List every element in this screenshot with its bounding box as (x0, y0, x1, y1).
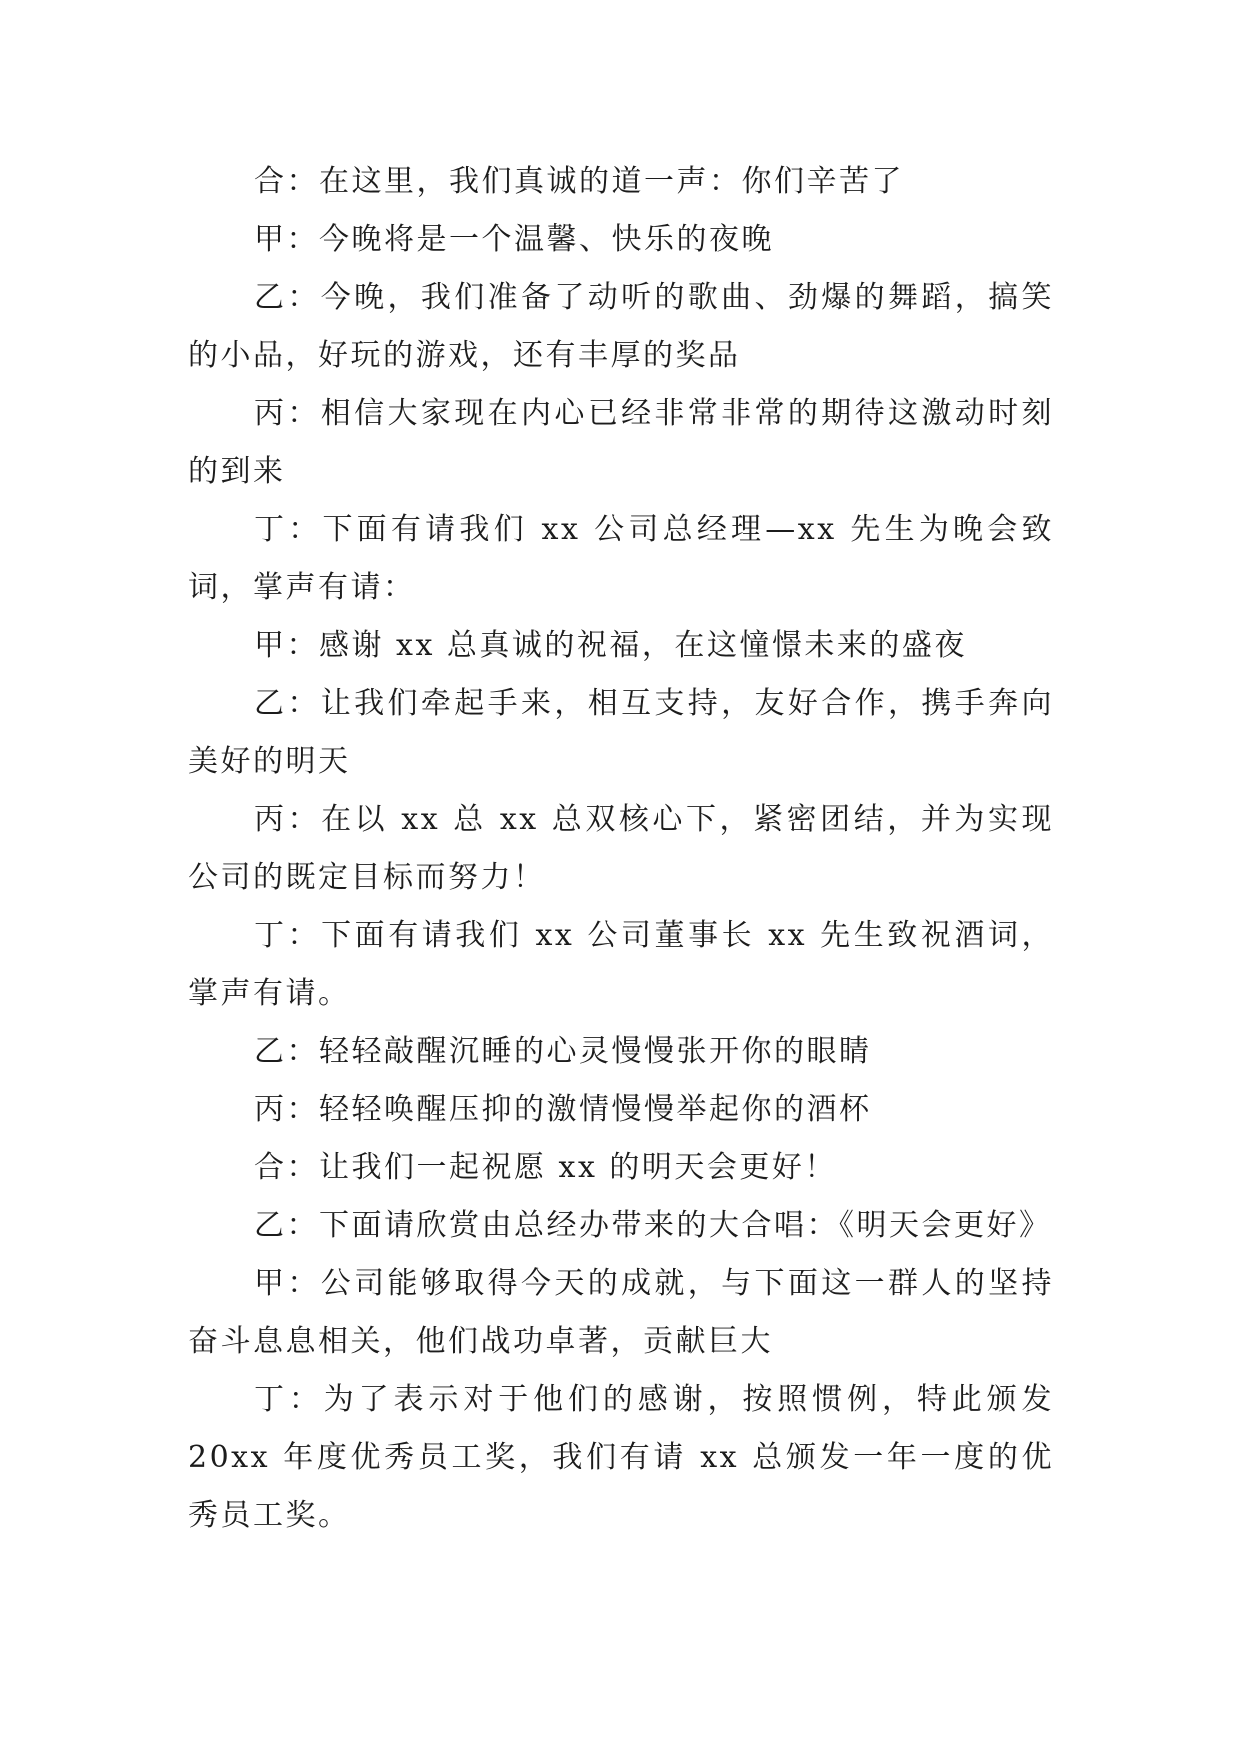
paragraph: 丁：下面有请我们 xx 公司董事长 xx 先生致祝酒词，掌声有请。 (188, 918, 1054, 1011)
paragraph: 甲：感谢 xx 总真诚的祝福，在这憧憬未来的盛夜 (254, 628, 967, 663)
paragraph: 乙：下面请欣赏由总经办带来的大合唱：《明天会更好》 (254, 1208, 1052, 1243)
paragraph: 甲：公司能够取得今天的成就，与下面这一群人的坚持奋斗息息相关，他们战功卓著，贡献巨大 (188, 1266, 1054, 1359)
paragraph: 乙：轻轻敲醒沉睡的心灵慢慢张开你的眼睛 (254, 1034, 872, 1069)
paragraph: 乙：让我们牵起手来，相互支持，友好合作，携手奔向美好的明天 (188, 686, 1054, 779)
paragraph: 丁：下面有请我们 xx 公司总经理—xx 先生为晚会致词，掌声有请： (188, 512, 1054, 605)
paragraph: 丁：为了表示对于他们的感谢，按照惯例，特此颁发 20xx 年度优秀员工奖，我们有请 xx 总颁发一年一度的优秀员工奖。 (188, 1382, 1054, 1533)
paragraph: 丙：轻轻唤醒压抑的激情慢慢举起你的酒杯 (254, 1092, 872, 1127)
paragraph: 甲：今晚将是一个温馨、快乐的夜晚 (254, 222, 774, 257)
paragraph: 合：让我们一起祝愿 xx 的明天会更好！ (254, 1150, 837, 1185)
document-page (188, 153, 1054, 1545)
paragraph: 合：在这里，我们真诚的道一声：你们辛苦了 (254, 164, 904, 199)
paragraph: 乙：今晚，我们准备了动听的歌曲、劲爆的舞蹈，搞笑的小品，好玩的游戏，还有丰厚的奖品 (188, 280, 1054, 373)
paragraph: 丙：相信大家现在内心已经非常非常的期待这激动时刻的到来 (188, 396, 1054, 489)
paragraph: 丙：在以 xx 总 xx 总双核心下，紧密团结，并为实现公司的既定目标而努力！ (188, 802, 1054, 895)
